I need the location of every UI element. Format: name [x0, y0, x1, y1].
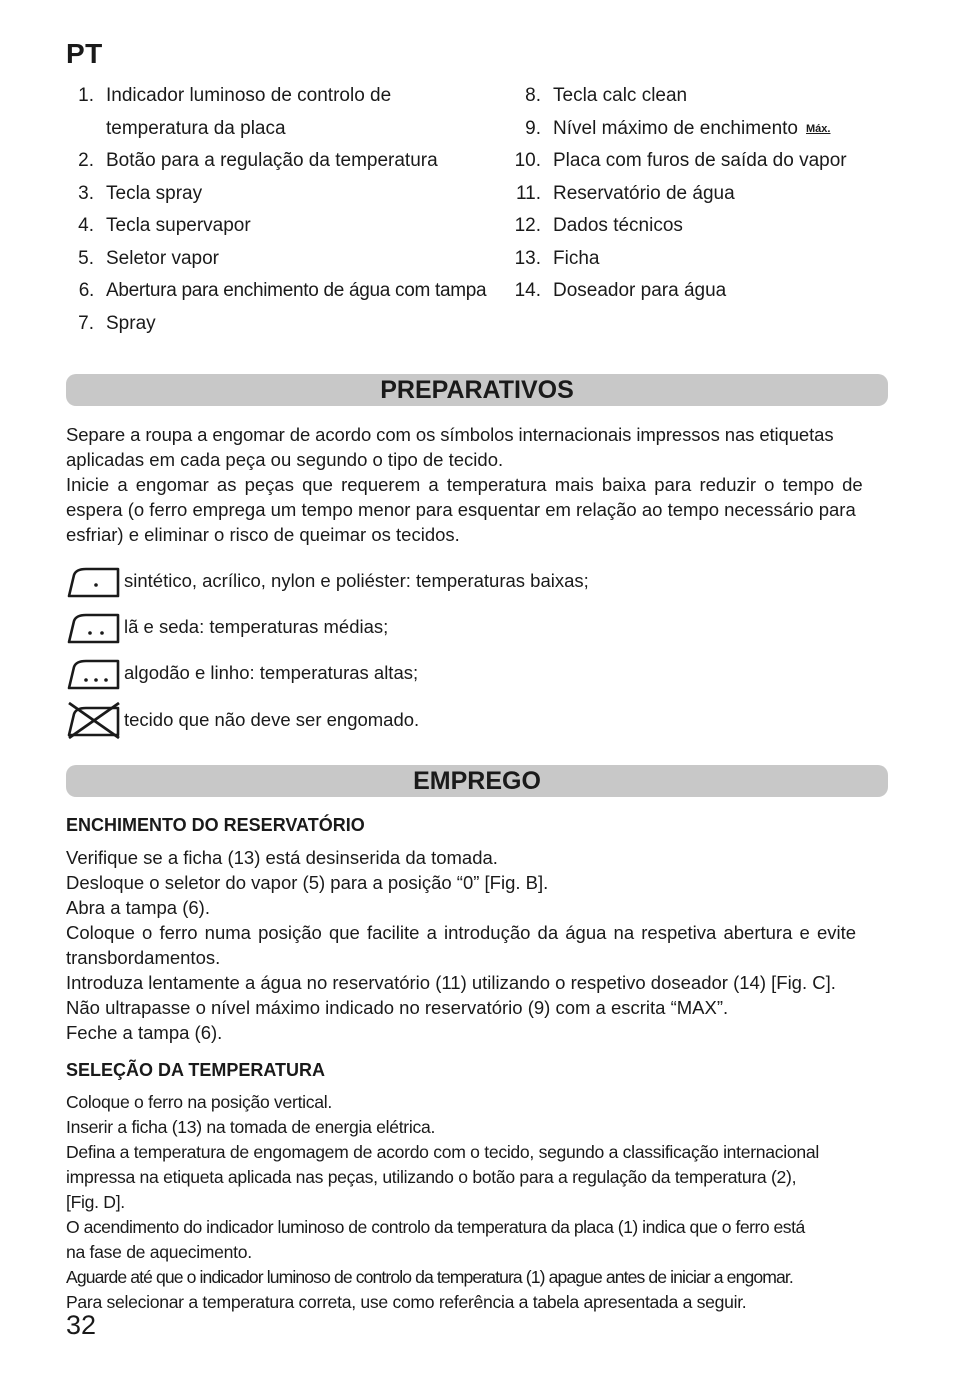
iron-symbol-row: lã e seda: temperaturas médias; — [66, 607, 388, 647]
parts-list-left — [62, 80, 502, 340]
iron-symbol-row: tecido que não deve ser engomado. — [66, 700, 419, 740]
page-number: 32 — [66, 1310, 97, 1340]
part-item: 8. Tecla calc clean — [525, 85, 688, 106]
iron-two-dots-icon — [66, 607, 122, 647]
reservoir-fill-text: Verifique se a ficha (13) está desinserida da tomada. Desloque o seletor do vapor (5) para a posição “0” [Fig. B]. Abra a tampa (6). Coloque o ferro numa posição que facilite a introdução da água na respetiva abertura e evite transbordamentos. Introduza lentamente a água no reservatório (11) utilizando o respetivo doseador (14) [Fig. C]. Não ultrapasse o nível máximo indicado no reservatório (9) com a escrita “MAX”. Feche a tampa (6). — [66, 847, 857, 1043]
part-item: 13. Ficha — [514, 247, 600, 269]
preparativos-text: Separe a roupa a engomar de acordo com os símbolos internacionais impressos nas etiquetas aplicadas em cada peça ou segundo o tipo de tecido. Inicie a engomar as peças que requerem a temperatura mais baixa para reduzir o tempo de espera (o ferro emprega um tempo menor para esquentar em relação ao tempo necessário para esfriar) e eliminar o risco de queimar os tecidos. — [66, 424, 863, 545]
iron-symbol-row: sintético, acrílico, nylon e poliéster: temperaturas baixas; — [66, 561, 589, 601]
part-item: 1. Indicador luminoso de controlo de — [78, 85, 392, 106]
part-item: 14. Doseador para água — [514, 280, 727, 301]
part-item: 5. Seletor vapor — [78, 247, 220, 269]
do-not-iron-icon — [66, 700, 122, 740]
temperature-selection-text: Coloque o ferro na posição vertical. Inserir a ficha (13) na tomada de energia elétrica. Defina a temperatura de engomagem de acordo com o tecido, segundo a classificação internacional impressa na etiqueta aplicada nas peças, utilizando o botão para a regulação da temperatura (2), [Fig. D]. O acendimento do indicador luminoso de controlo da temperatura da placa (1) indica que o ferro está na fase de aquecimento. Aguarde até que o indicador luminoso de controlo da temperatura (1) apague antes de iniciar a engomar. Para selecionar a temperatura correta, use como referência a tabela apresentada a seguir. — [66, 1092, 819, 1312]
section-heading-emprego: EMPREGO — [66, 765, 888, 797]
subheading-reservoir-fill: ENCHIMENTO DO RESERVATÓRIO — [66, 815, 365, 835]
language-code: PT — [66, 38, 103, 69]
part-item: 12. Dados técnicos — [514, 215, 683, 236]
part-item: 10. Placa com furos de saída do vapor — [514, 150, 847, 171]
subheading-temperature-selection: SELEÇÃO DA TEMPERATURA — [66, 1060, 326, 1080]
max-level-mark: Máx. — [806, 122, 831, 135]
iron-one-dot-icon — [66, 561, 122, 601]
part-item: 11. Reservatório de água — [515, 182, 735, 204]
part-item: 9. Nível máximo de enchimento Máx. — [508, 113, 888, 146]
part-item: 2. Botão para a regulação da temperatura — [78, 150, 438, 171]
iron-three-dots-icon — [66, 653, 122, 693]
part-item: 7. Spray — [78, 312, 156, 334]
section-heading-preparativos: PREPARATIVOS — [66, 374, 888, 406]
parts-list-right — [508, 80, 888, 308]
part-item: 6. Abertura para enchimento de água com tampa — [78, 280, 487, 301]
iron-symbol-row: algodão e linho: temperaturas altas; — [66, 653, 418, 693]
part-item-continuation: temperatura da placa — [106, 117, 286, 139]
part-item: 3. Tecla spray — [78, 182, 203, 204]
part-item: 4. Tecla supervapor — [78, 215, 251, 236]
